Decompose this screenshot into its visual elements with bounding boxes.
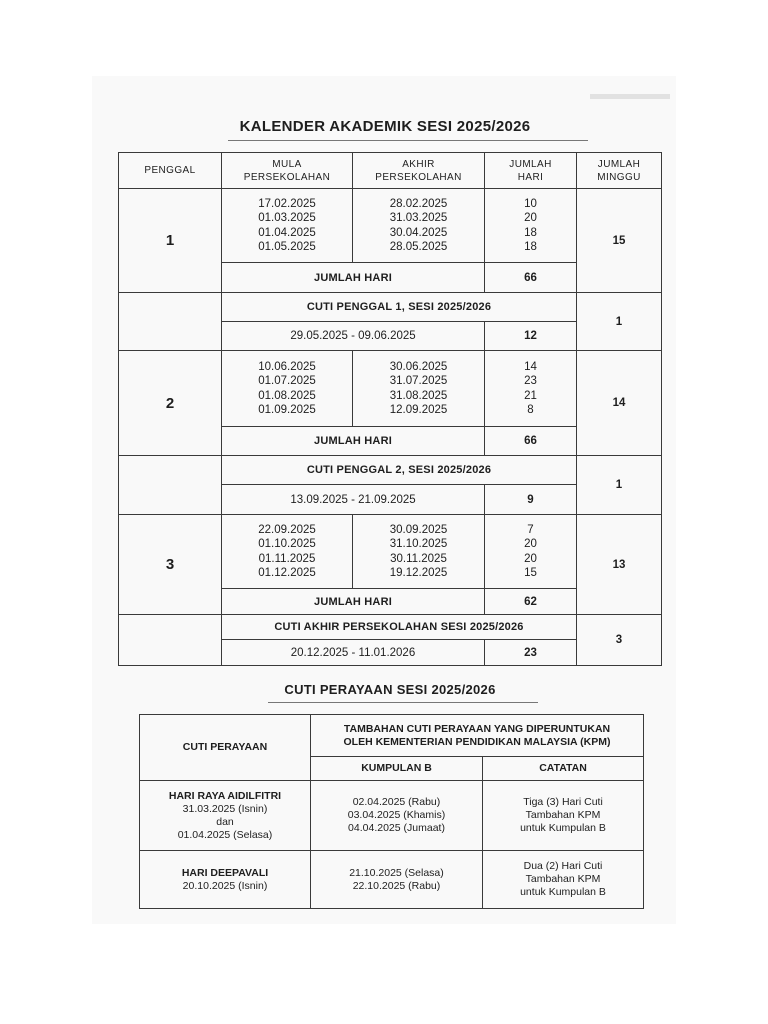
term-1-break-days: 12 [485,322,577,351]
term-2-total-days: 66 [485,427,577,456]
calendar-header-row [119,153,662,189]
header-jumlah-hari: JUMLAH HARI [485,153,577,189]
festive-title-underline [268,702,538,703]
header-kumpulan-b: KUMPULAN B [311,757,483,781]
term-2-break-days: 9 [485,485,577,515]
term-1-break-row [119,293,662,322]
header-tambahan-cuti: TAMBAHAN CUTI PERAYAAN YANG DIPERUNTUKAN OLEH KEMENTERIAN PENDIDIKAN MALAYSIA (KPM) [311,715,644,757]
title-underline [228,140,588,141]
festive-header-row [140,715,644,757]
term-2-start-dates: 10.06.2025 01.07.2025 01.08.2025 01.09.2025 [222,351,353,427]
term-1-weeks: 15 [577,189,662,293]
term-3-break-range: 20.12.2025 - 11.01.2026 [222,640,485,666]
term-3-break-row [119,615,662,640]
term-3-weeks: 13 [577,515,662,615]
aidilfitri-catatan: Tiga (3) Hari Cuti Tambahan KPM untuk Kumpulan B [483,781,644,851]
term-1-break-label: CUTI PENGGAL 1, SESI 2025/2026 [222,293,577,322]
term-1-break-weeks: 1 [577,293,662,351]
term-2-break-label: CUTI PENGGAL 2, SESI 2025/2026 [222,456,577,485]
term-1-total-label: JUMLAH HARI [222,263,485,293]
calendar-title: KALENDER AKADEMIK SESI 2025/2026 [239,118,531,135]
term-2-end-dates: 30.06.2025 31.07.2025 31.08.2025 12.09.2025 [353,351,485,427]
term-3-label: 3 [119,515,222,615]
term-3-break-weeks: 3 [577,615,662,666]
term-3-dates-row [119,515,662,589]
term-3-break-days: 23 [485,640,577,666]
term-2-total-label: JUMLAH HARI [222,427,485,456]
term-1-break-range: 29.05.2025 - 09.06.2025 [222,322,485,351]
term-2-break-row [119,456,662,485]
term-3-start-dates: 22.09.2025 01.10.2025 01.11.2025 01.12.2025 [222,515,353,589]
header-jumlah-minggu: JUMLAH MINGGU [577,153,662,189]
term-2-days: 14 23 21 8 [485,351,577,427]
header-catatan: CATATAN [483,757,644,781]
term-2-break-weeks: 1 [577,456,662,515]
term-1-end-dates: 28.02.2025 31.03.2025 30.04.2025 28.05.2025 [353,189,485,263]
festive-row-aidilfitri [140,781,644,851]
term-1-days: 10 20 18 18 [485,189,577,263]
header-cuti-perayaan: CUTI PERAYAAN [140,715,311,781]
academic-calendar-table [118,152,662,666]
term-2-weeks: 14 [577,351,662,456]
festive-holiday-table [139,714,644,909]
term-1-dates-row [119,189,662,263]
term-1-label: 1 [119,189,222,293]
festive-row-deepavali [140,851,644,909]
deepavali-catatan: Dua (2) Hari Cuti Tambahan KPM untuk Kumpulan B [483,851,644,909]
deepavali-kumpulan-b: 21.10.2025 (Selasa) 22.10.2025 (Rabu) [311,851,483,909]
term-2-dates-row [119,351,662,427]
term-3-total-days: 62 [485,589,577,615]
header-penggal: PENGGAL [119,153,222,189]
term-1-start-dates: 17.02.2025 01.03.2025 01.04.2025 01.05.2025 [222,189,353,263]
term-3-break-label: CUTI AKHIR PERSEKOLAHAN SESI 2025/2026 [222,615,577,640]
term-3-days: 7 20 20 15 [485,515,577,589]
festive-title: CUTI PERAYAAN SESI 2025/2026 [284,682,496,697]
header-akhir: AKHIR PERSEKOLAHAN [353,153,485,189]
term-1-total-days: 66 [485,263,577,293]
aidilfitri-kumpulan-b: 02.04.2025 (Rabu) 03.04.2025 (Khamis) 04.04.2025 (Jumaat) [311,781,483,851]
aidilfitri-holiday: HARI RAYA AIDILFITRI 31.03.2025 (Isnin) dan 01.04.2025 (Selasa) [140,781,311,851]
term-3-total-label: JUMLAH HARI [222,589,485,615]
term-2-break-range: 13.09.2025 - 21.09.2025 [222,485,485,515]
term-2-label: 2 [119,351,222,456]
deepavali-holiday: HARI DEEPAVALI 20.10.2025 (Isnin) [140,851,311,909]
scan-mark [590,94,670,99]
term-3-end-dates: 30.09.2025 31.10.2025 30.11.2025 19.12.2025 [353,515,485,589]
header-mula: MULA PERSEKOLAHAN [222,153,353,189]
